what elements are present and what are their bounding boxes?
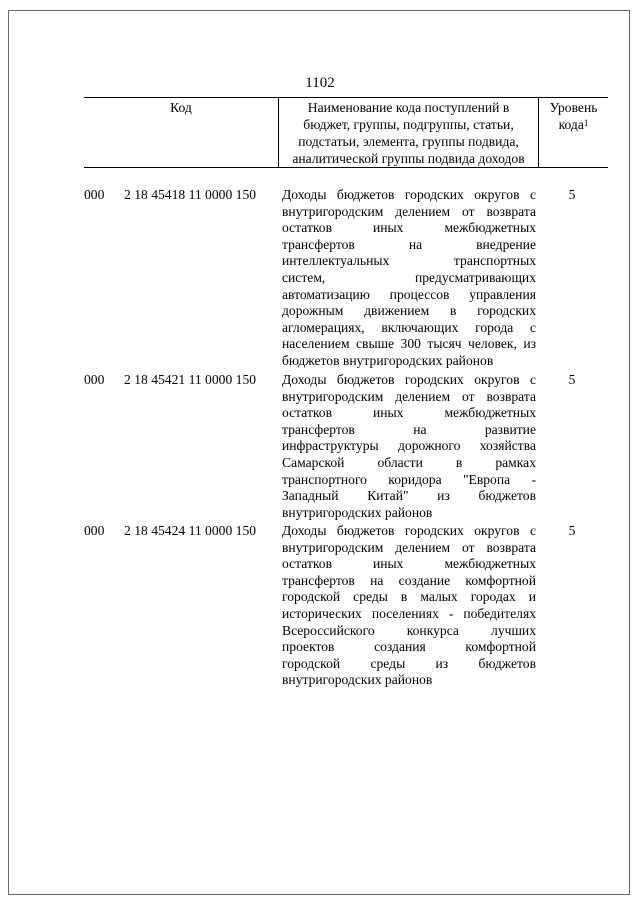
row-name-line: внутригородским делением от возврата xyxy=(282,203,536,219)
row-level: 5 xyxy=(568,187,576,202)
row-name-line: проектов создания комфортной xyxy=(282,639,536,655)
row-name-line: остатков иных межбюджетных xyxy=(282,405,536,421)
row-name-line: Западный Китай" из бюджетов xyxy=(282,488,536,504)
header-name-line: Наименование кода поступлений в xyxy=(307,100,510,115)
row-name-line: городской среды в малых городах и xyxy=(282,589,536,605)
row-name-line: остатков иных межбюджетных xyxy=(282,556,536,572)
row-name-line: интеллектуальных транспортных xyxy=(282,253,536,269)
row-name-line: бюджетов внутригородских районов xyxy=(282,352,494,368)
row-code: 2 18 45421 11 0000 150 xyxy=(124,372,257,387)
row-name-line: Всероссийского конкурса лучших xyxy=(282,622,536,638)
row-code: 2 18 45418 11 0000 150 xyxy=(124,187,257,202)
header-name-line: аналитической группы подвида доходов xyxy=(292,151,525,166)
footnote-mark: 1 xyxy=(583,118,589,128)
row-name-line: трансфертов на создание комфортной xyxy=(282,572,536,588)
row-level: 5 xyxy=(568,523,576,538)
row-name-line: населением свыше 300 тысяч человек, из xyxy=(282,336,536,352)
row-name xyxy=(282,187,536,370)
table-header xyxy=(84,97,608,168)
row-level: 5 xyxy=(568,372,576,387)
row-name-line: Доходы бюджетов городских округов с xyxy=(282,187,536,202)
row-name xyxy=(282,372,536,521)
row-name-line: городской среды из бюджетов xyxy=(282,655,536,671)
header-level-line: Уровень xyxy=(549,100,598,115)
row-name-line: внутригородских районов xyxy=(282,672,433,688)
header-level-line xyxy=(539,116,608,133)
row-name-line: Доходы бюджетов городских округов с xyxy=(282,372,536,387)
row-prefix: 000 xyxy=(84,187,105,202)
row-name-line: Доходы бюджетов городских округов с xyxy=(282,523,536,538)
header-name-line: подстатьи, элемента, группы подвида, xyxy=(298,134,519,149)
row-name-line: исторических поселениях - победителях xyxy=(282,605,536,621)
row-name-line: дорожным движением в городских xyxy=(282,303,536,319)
row-name-line: трансфертов на внедрение xyxy=(282,236,536,252)
page-number: 1102 xyxy=(305,75,335,91)
row-name-line: транспортного коридора "Европа - xyxy=(282,471,536,487)
row-name-line: систем, предусматривающих xyxy=(282,269,536,285)
row-prefix: 000 xyxy=(84,372,105,387)
row-name-line: Самарской области в рамках xyxy=(282,454,536,470)
header-code: Код xyxy=(170,100,192,115)
row-name-line: инфраструктуры дорожного хозяйства xyxy=(282,438,536,454)
header-name xyxy=(278,98,538,167)
row-code: 2 18 45424 11 0000 150 xyxy=(124,523,257,538)
header-name-line: бюджет, группы, подгруппы, статьи, xyxy=(303,117,514,132)
row-name-line: внутригородским делением от возврата xyxy=(282,539,536,555)
header-level-label: кода xyxy=(558,117,584,132)
row-prefix: 000 xyxy=(84,523,105,538)
row-name xyxy=(282,523,536,689)
row-name-line: трансфертов на развитие xyxy=(282,421,536,437)
row-name-line: автоматизацию процессов управления xyxy=(282,286,536,302)
row-name-line: внутригородским делением от возврата xyxy=(282,388,536,404)
row-name-line: остатков иных межбюджетных xyxy=(282,220,536,236)
header-level xyxy=(538,98,608,167)
row-name-line: агломерациях, включающих города с xyxy=(282,319,536,335)
row-name-line: внутригородских районов xyxy=(282,504,433,520)
